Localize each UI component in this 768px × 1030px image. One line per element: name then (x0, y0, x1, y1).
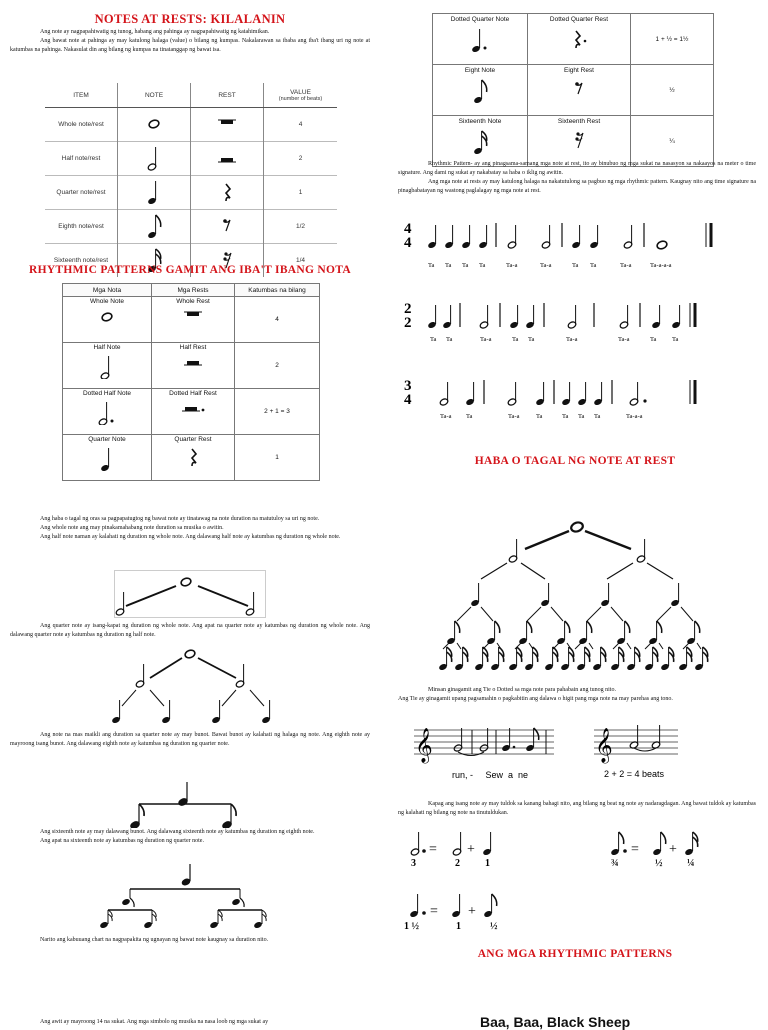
haba-paragraph-2: Ang whole note ang may pinakamahabang note duration sa musika o awitin. (40, 525, 224, 531)
note-cell: Half Note (63, 343, 152, 389)
table-row (45, 176, 337, 210)
syllable: Ta-a (506, 262, 518, 269)
quarter-eighth-sixteenth-tree (100, 862, 270, 930)
time-signature-bottom: 4 (404, 392, 412, 408)
note-duration-tree (435, 515, 715, 670)
eq-value: ½ (490, 921, 498, 932)
eq-value: 3 (411, 858, 416, 868)
rhythmic-paragraph-2: Ang mga note at rests ay may katulong halaga na nakatutulong sa pagbuo ng mga rhythmic pattern. Kaugnay nito ang time signature na pinagbabatayan ng wastong paglalagay ng mga note at rest. (398, 179, 756, 194)
note-cell: Quarter Note (63, 435, 152, 481)
equals-sign: = (430, 904, 438, 919)
syllable: Ta (562, 413, 569, 420)
note-cell: Sixteenth Note (433, 116, 528, 167)
beats-caption: 2 + 2 = 4 beats (604, 769, 665, 779)
treble-clef: 𝄞 (415, 728, 433, 763)
rhythm-pattern-2-2 (400, 295, 730, 351)
eq-value: 1 ½ (404, 921, 419, 932)
time-signature-bottom: 2 (404, 315, 412, 331)
table-row (45, 108, 337, 142)
rest-cell: Sixteenth Rest (528, 116, 631, 167)
eighth-note-icon (470, 78, 490, 104)
note-cell: Whole Note (63, 297, 152, 343)
treble-clef: 𝄞 (595, 728, 613, 763)
syllable: Ta-a-a-a (650, 262, 672, 269)
eq-value: ¼ (687, 858, 695, 868)
syllable: Ta (428, 262, 435, 269)
count-cell: 2 (235, 343, 320, 389)
dotted-quarter-rest-icon (567, 27, 591, 51)
count-cell: 1 (235, 435, 320, 481)
haba-paragraph-1: Ang haba o tagal ng oras sa pagpapatugtog ng bawat note ay tinatawag na note duration na matutuloy sa uri ng note. (40, 516, 320, 522)
eq-value: 2 (455, 858, 460, 868)
syllable: Ta-a (620, 262, 632, 269)
dotted-half-note-icon (95, 401, 119, 425)
dot-explanation-text: Kapag ang isang note ay may tuldok sa kanang bahagi nito, ang bilang ng beat ng note ay nadaragdagan. Ang bawat tuldok ay katumbas ng kalahati ng bilang ng note na tinutuldukan. (398, 801, 756, 816)
haba-paragraph-3: Ang half note naman ay kalahati ng duration ng whole note. Ang dalawang half note ay katumbas ng duration ng whole note. (40, 534, 341, 540)
half-note-icon (118, 142, 191, 176)
syllable: Ta (650, 336, 657, 343)
half-note-icon (97, 355, 117, 379)
value-cell: ¼ (631, 116, 714, 167)
half-rest-icon (181, 355, 205, 369)
time-signature-top: 3 (404, 378, 412, 394)
rhythm-pattern-3-4 (400, 372, 730, 428)
title-haba-o-tagal: HABA O TAGAL NG NOTE AT REST (474, 455, 676, 467)
quarter-note-icon (118, 176, 191, 210)
value-cell: ½ (631, 65, 714, 116)
syllable: Ta-a (440, 413, 452, 420)
header-rests: Mga Rests (152, 284, 235, 297)
dotted-eighth-equation (605, 820, 725, 868)
time-signature-top: 2 (404, 301, 412, 317)
value-cell: 4 (264, 108, 338, 142)
chart-caption: Narito ang kabuuang chart na nagpapakita ng ugnayan ng bawat note kaugnay sa duration nito. (40, 937, 269, 943)
bottom-left-text: Ang awit ay mayroong 14 na sukat. Ang mga simbolo ng musika na nasa loob ng mga sukat ay (40, 1019, 269, 1025)
time-signature-top: 4 (404, 221, 412, 237)
eq-value: 1 (456, 921, 461, 932)
rhythm-pattern-4-4 (400, 215, 730, 273)
table-row (63, 389, 320, 435)
item-label: Eighth note/rest (45, 210, 118, 244)
syllable: Ta (462, 262, 469, 269)
note-cell: Dotted Quarter Note (433, 14, 528, 65)
table-row (433, 116, 714, 167)
syllable: Ta (578, 413, 585, 420)
plus-sign: + (669, 842, 677, 857)
tie-dotted-text (398, 686, 756, 704)
count-cell: 4 (235, 297, 320, 343)
eighth-rest-icon (191, 210, 264, 244)
quarter-rest-icon (191, 176, 264, 210)
item-label: Half note/rest (45, 142, 118, 176)
sixteenth-paragraph-2: Ang apat na sixteenth note ay katumbas ng duration ng quarter note. (40, 838, 204, 844)
syllable: Ta-a (480, 336, 492, 343)
whole-half-quarter-tree (100, 644, 290, 724)
table-row (45, 142, 337, 176)
eq-value: 1 (485, 858, 490, 868)
syllable: Ta (672, 336, 679, 343)
value-cell: 1/2 (264, 210, 338, 244)
header-value: VALUE (number of beats) (264, 83, 338, 108)
syllable: Ta-a (508, 413, 520, 420)
note-rest-value-table (45, 83, 337, 277)
dotted-half-equation (405, 820, 525, 868)
haba-text (10, 515, 370, 542)
dotted-quarter-note-icon (468, 27, 492, 53)
quarter-note-icon (97, 447, 117, 471)
rest-cell: Whole Rest (152, 297, 235, 343)
staff-beats-example (594, 724, 678, 782)
syllable: Ta (536, 413, 543, 420)
syllable: Ta (466, 413, 473, 420)
header-notes: Mga Nota (63, 284, 152, 297)
intro-text (10, 28, 370, 55)
rest-cell: Eight Rest (528, 65, 631, 116)
value-cell: 1 (264, 176, 338, 210)
item-label: Quarter note/rest (45, 176, 118, 210)
half-rest-icon (191, 142, 264, 176)
whole-note-icon (97, 309, 117, 323)
header-count: Katumbas na bilang (235, 284, 320, 297)
whole-to-half-diagram (114, 570, 266, 618)
rest-cell: Dotted Half Rest (152, 389, 235, 435)
eighth-text: Ang note na mas maikli ang duration sa quarter note ay may bunot. Bawat bunot ay kalahati ng halaga ng note. Ang eighth note ay mayroong isang bunot. Ang dalawang eighth note ay katumbas ng duration ng quarter note. (10, 732, 370, 747)
count-cell: 2 + 1 = 3 (235, 389, 320, 435)
intro-paragraph-2: Ang bawat note at pahinga ay may katulong halaga (value) o bilang ng kumpas. Nakalarawan sa ibaba ang iba't ibang uri ng note at katumbas na pahinga. Nakasulat din ang bilang ng kumpas na tinatanggap ng bawat isa. (10, 38, 370, 53)
quarter-to-eighth-diagram (125, 780, 245, 828)
equals-sign: = (631, 842, 639, 857)
table-row (63, 297, 320, 343)
syllable: Ta (594, 413, 601, 420)
dotted-quarter-equation (402, 882, 522, 932)
table-row (45, 210, 337, 244)
dotted-eighth-sixteenth-table (432, 13, 714, 167)
value-cell: 2 (264, 142, 338, 176)
eq-value: ¾ (611, 858, 619, 868)
rest-cell: Quarter Rest (152, 435, 235, 481)
sixteenth-rest-icon (569, 129, 589, 151)
title-rhythmic-patterns: RHYTHMIC PATTERNS GAMIT ANG IBA'T IBANG NOTA (28, 264, 352, 276)
table-row (63, 343, 320, 389)
syllable: Ta (446, 336, 453, 343)
song-title: Baa, Baa, Black Sheep (480, 1014, 631, 1030)
header-note: NOTE (118, 83, 191, 108)
header-rest: REST (191, 83, 264, 108)
whole-rest-icon (191, 108, 264, 142)
table-row (63, 435, 320, 481)
whole-rest-icon (181, 309, 205, 321)
staff-lyrics: run, - Sew a ne (452, 770, 529, 780)
table-row (433, 65, 714, 116)
rest-cell: Dotted Quarter Rest (528, 14, 631, 65)
plus-sign: + (467, 842, 475, 857)
note-cell: Dotted Half Note (63, 389, 152, 435)
syllable: Ta (512, 336, 519, 343)
syllable: Ta (430, 336, 437, 343)
title-ang-mga-rhythmic-patterns: ANG MGA RHYTHMIC PATTERNS (477, 948, 673, 960)
note-cell: Eight Note (433, 65, 528, 116)
eighth-rest-icon (569, 78, 589, 100)
rhythmic-pattern-text (398, 160, 756, 196)
quarter-text: Ang quarter note ay isang-kapat ng duration ng whole note. Ang apat na quarter note ay katumbas ng duration ng whole note. Ang dalawang quarter note ay katumbas ng duration ng half note. (10, 623, 370, 638)
tie-paragraph-1: Minsan ginagamit ang Tie o Dotted sa mga note para pahabain ang tunog nito. (428, 687, 616, 693)
notes-rests-count-table (62, 283, 320, 481)
item-label: Sixteenth note/rest (45, 244, 118, 278)
tie-paragraph-2: Ang Tie ay ginagamit upang pagsamahin o pagkabitin ang dalawa o higit pang mga note na may parehas ang tono. (398, 696, 673, 702)
syllable: Ta (590, 262, 597, 269)
table-row (433, 14, 714, 65)
eq-value: ½ (655, 858, 663, 868)
rhythmic-paragraph-1: Rhythmic Pattern- ay ang pinagsama-samang mga note at rest, ito ay binubuo ng mga sukat na nasasyon sa nakaayos na meter o time signature. Ang dami ng sukat ay nakabatay sa haba o iklig ng awitin. (398, 161, 756, 176)
equals-sign: = (429, 842, 437, 857)
sixteenth-note-icon (470, 129, 490, 155)
syllable: Ta-a (540, 262, 552, 269)
value-cell: 1/4 (264, 244, 338, 278)
rest-cell: Half Rest (152, 343, 235, 389)
whole-note-icon (118, 108, 191, 142)
plus-sign: + (468, 904, 476, 919)
sixteenth-paragraph-1: Ang sixteenth note ay may dalawang bunot. Ang dalawang sixteenth note ay katumbas ng duration ng eighth note. (40, 829, 315, 835)
staff-tie-example (414, 724, 554, 782)
syllable: Ta (445, 262, 452, 269)
time-signature-bottom: 4 (404, 235, 412, 251)
syllable: Ta (528, 336, 535, 343)
item-label: Whole note/rest (45, 108, 118, 142)
title-notes-at-rests: NOTES AT RESTS: KILALANIN (94, 12, 286, 26)
intro-paragraph-1: Ang note ay nagpapahiwatig ng tunog, habang ang pahinga ay nagpapahiwatig ng katahimikan. (40, 29, 270, 35)
value-cell: 1 + ½ = 1½ (631, 14, 714, 65)
sixteenth-text (10, 828, 370, 846)
quarter-rest-icon (183, 447, 203, 467)
syllable: Ta-a (618, 336, 630, 343)
syllable: Ta-a-a (626, 413, 643, 420)
syllable: Ta (572, 262, 579, 269)
syllable: Ta-a (566, 336, 578, 343)
header-item: ITEM (45, 83, 118, 108)
eighth-note-icon (118, 210, 191, 244)
dotted-half-rest-icon (179, 401, 207, 415)
syllable: Ta (479, 262, 486, 269)
